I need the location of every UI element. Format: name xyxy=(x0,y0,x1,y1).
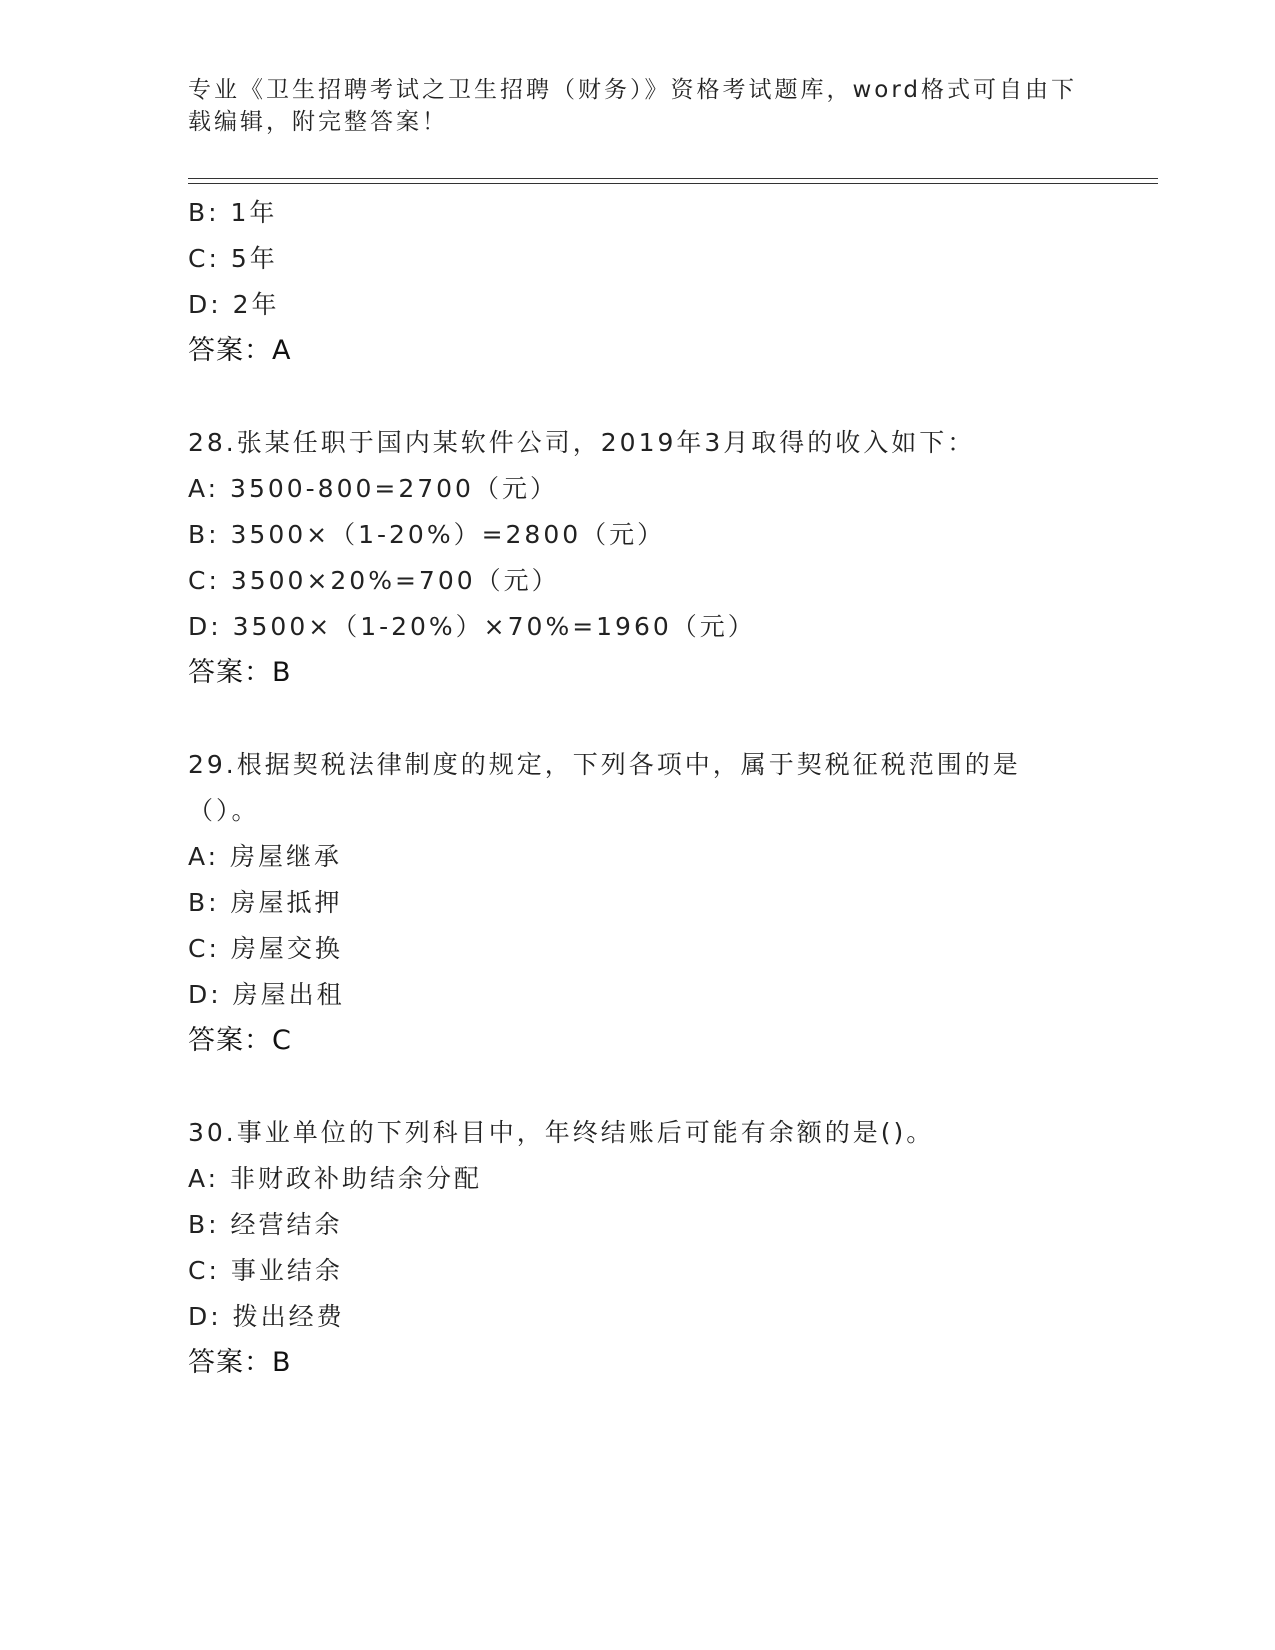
answer-line: 答案：B xyxy=(188,1347,292,1378)
spacer xyxy=(188,696,1088,742)
option-c: C: 房屋交换 xyxy=(188,934,343,963)
answer-line: 答案：A xyxy=(188,335,292,366)
question-block-28 xyxy=(188,420,1088,696)
question-text: 29.根据契税法律制度的规定，下列各项中，属于契税征税范围的是（）。 xyxy=(188,750,1021,825)
page-header: 专业《卫生招聘考试之卫生招聘（财务）》资格考试题库，word格式可自由下载编辑，附完整答案！ xyxy=(188,77,1078,135)
option-a: A: 房屋继承 xyxy=(188,842,343,871)
option-d: D: 2年 xyxy=(188,290,280,319)
option-b: B: 1年 xyxy=(188,198,278,227)
option-a: A: 3500-800=2700（元） xyxy=(188,474,558,503)
spacer xyxy=(188,1064,1088,1110)
option-b: B: 经营结余 xyxy=(188,1210,343,1239)
answer-line: 答案：C xyxy=(188,1025,292,1056)
option-b: B: 3500×（1-20%）=2800（元） xyxy=(188,520,666,549)
option-c: C: 事业结余 xyxy=(188,1256,343,1285)
header-rule-top xyxy=(188,178,1158,179)
spacer xyxy=(188,374,1088,420)
question-text: 28.张某任职于国内某软件公司，2019年3月取得的收入如下： xyxy=(188,428,976,457)
question-list xyxy=(188,190,1088,1386)
answer-line: 答案：B xyxy=(188,657,292,688)
question-block-29 xyxy=(188,742,1088,1064)
header-rule-bottom xyxy=(188,183,1158,184)
question-text: 30.事业单位的下列科目中，年终结账后可能有余额的是()。 xyxy=(188,1118,935,1147)
option-b: B: 房屋抵押 xyxy=(188,888,343,917)
option-a: A: 非财政补助结余分配 xyxy=(188,1164,483,1193)
option-d: D: 3500×（1-20%）×70%=1960（元） xyxy=(188,612,756,641)
option-c: C: 3500×20%=700（元） xyxy=(188,566,560,595)
option-d: D: 拨出经费 xyxy=(188,1302,345,1331)
question-block-27 xyxy=(188,190,1088,374)
option-c: C: 5年 xyxy=(188,244,278,273)
option-d: D: 房屋出租 xyxy=(188,980,345,1009)
question-block-30 xyxy=(188,1110,1088,1386)
